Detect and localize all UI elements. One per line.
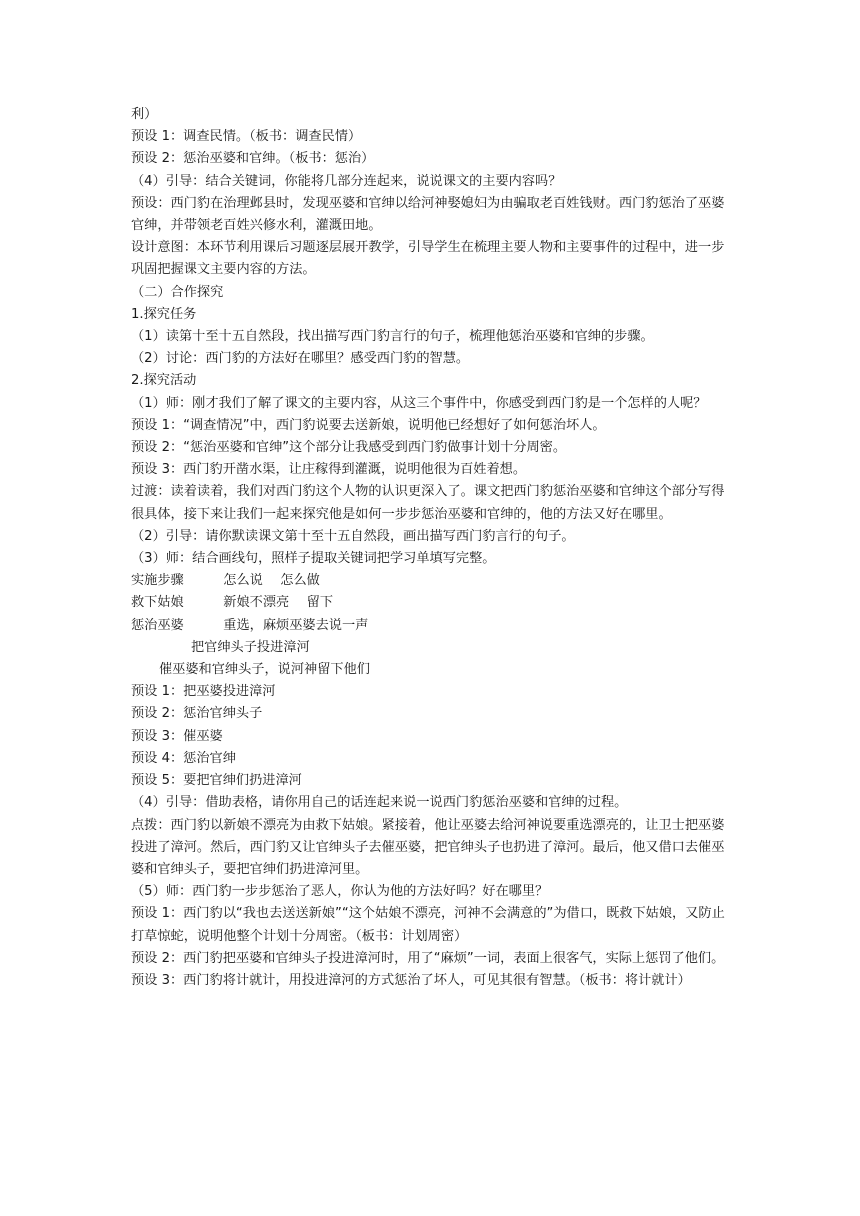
text-line: 催巫婆和官绅头子，说河神留下他们 [159, 662, 370, 678]
text-line: 2.探究活动 [131, 373, 197, 389]
text-line: （3）师：结合画线句，照样子提取关键词把学习单填写完整。 [131, 551, 496, 567]
text-line: （4）引导：结合关键词，你能将几部分连起来，说说课文的主要内容吗？ [131, 173, 562, 189]
text-line: （1）读第十至十五自然段，找出描写西门豹言行的句子，梳理他惩治巫婆和官绅的步骤。 [131, 329, 654, 345]
text-line: （2）讨论：西门豹的方法好在哪里？感受西门豹的智慧。 [131, 351, 470, 367]
text-line: 预设 3：催巫婆 [131, 728, 223, 744]
text-line: （二）合作探究 [131, 284, 224, 300]
text-line: 预设 1：“调查情况”中，西门豹说要去送新娘，说明他已经想好了如何惩治坏人。 [131, 417, 606, 433]
text-line: 预设 1：把巫婆投进漳河 [131, 684, 276, 700]
text-line: （5）师：西门豹一步步惩治了恶人，你认为他的方法好吗？好在哪里？ [131, 884, 549, 900]
text-line: （4）引导：借助表格，请你用自己的话连起来说一说西门豹惩治巫婆和官绅的过程。 [131, 795, 628, 811]
text-line: 惩治巫婆 重选，麻烦巫婆去说一声 [131, 617, 369, 633]
text-line: 预设 5：要把官绅们扔进漳河 [131, 773, 302, 789]
text-line: 预设：西门豹在治理邺县时，发现巫婆和官绅以给河神娶媳妇为由骗取老百姓钱财。西门豹惩治了巫婆官绅，并带领老百姓兴修水利，灌溉田地。 [131, 195, 725, 234]
lesson-plan-body [131, 104, 736, 992]
text-line: 点拨：西门豹以新娘不漂亮为由救下姑娘。紧接着，他让巫婆去给河神说要重选漂亮的，让卫士把巫婆投进了漳河。然后，西门豹又让官绅头子去催巫婆，把官绅头子也扔进了漳河。最后，他又借口去催巫婆和官绅头子，要把官绅们扔进漳河里。 [131, 817, 725, 877]
text-line: 救下姑娘 新娘不漂亮 留下 [131, 595, 334, 611]
text-line: 预设 1：调查民情。（板书：调查民情） [131, 129, 362, 145]
text-line: 预设 4：惩治官绅 [131, 750, 236, 766]
text-line: 预设 3：西门豹将计就计，用投进漳河的方式惩治了坏人，可见其很有智慧。（板书：将计就计） [131, 972, 691, 988]
text-line: 实施步骤 怎么说 怎么做 [131, 573, 320, 589]
text-line: 1.探究任务 [131, 306, 197, 322]
text-line: 预设 2：“惩治巫婆和官绅”这个部分让我感受到西门豹做事计划十分周密。 [131, 440, 567, 456]
text-line: 预设 2：惩治官绅头子 [131, 706, 263, 722]
text-line: 预设 1：西门豹以“我也去送送新娘”“这个姑娘不漂亮，河神不会满意的”为借口，既救下姑娘，又防止打草惊蛇，说明他整个计划十分周密。（板书：计划周密） [131, 906, 725, 944]
text-line: （2）引导：请你默读课文第十至十五自然段，画出描写西门豹言行的句子。 [131, 528, 575, 544]
text-line: 利） [131, 107, 158, 122]
text-line: 预设 2：西门豹把巫婆和官绅头子投进漳河时，用了“麻烦”一词，表面上很客气，实际上惩罚了他们。 [131, 950, 725, 966]
text-line: 预设 3：西门豹开凿水渠，让庄稼得到灌溉，说明他很为百姓着想。 [131, 462, 527, 478]
text-line: 预设 2：惩治巫婆和官绅。（板书：惩治） [131, 151, 375, 167]
text-line: （1）师：刚才我们了解了课文的主要内容，从这三个事件中，你感受到西门豹是一个怎样的人呢？ [131, 395, 707, 411]
text-line: 过渡：读着读着，我们对西门豹这个人物的认识更深入了。课文把西门豹惩治巫婆和官绅这个部分写得很具体，接下来让我们一起来探究他是如何一步步惩治巫婆和官绅的，他的方法又好在哪里。 [131, 484, 725, 522]
text-line: 设计意图：本环节利用课后习题逐层展开教学，引导学生在梳理主要人物和主要事件的过程中，进一步巩固把握课文主要内容的方法。 [131, 240, 725, 278]
text-line: 把官绅头子投进漳河 [191, 639, 310, 655]
